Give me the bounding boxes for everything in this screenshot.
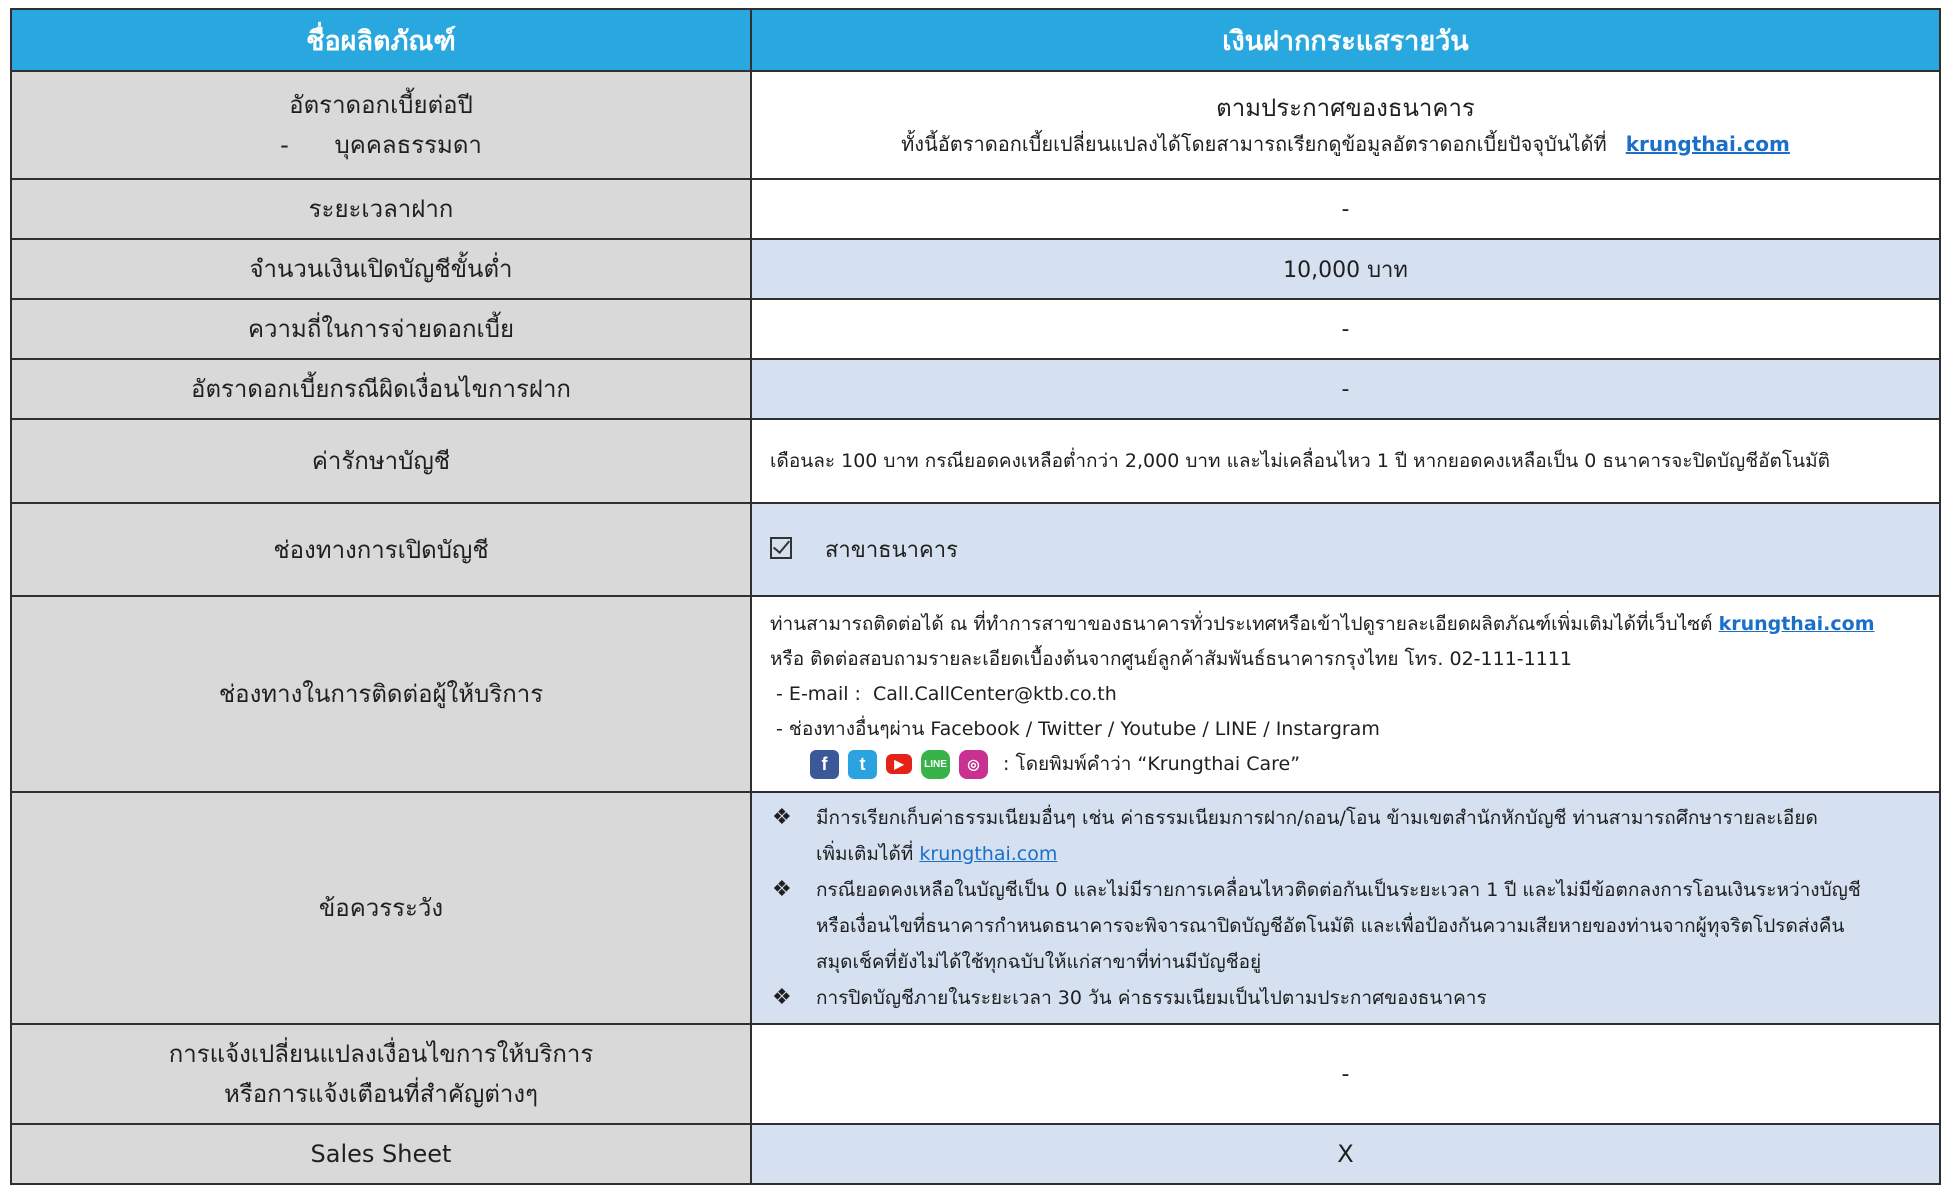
notice-label-line1: การแจ้งเปลี่ยนแปลงเงื่อนไขการให้บริการ	[168, 1040, 594, 1068]
table-header-row	[11, 9, 1940, 71]
maintenance-value: เดือนละ 100 บาท กรณียอดคงเหลือต่ำกว่า 2,000 บาท และไม่เคลื่อนไหว 1 ปี หากยอดคงเหลือเป็น 0 ธนาคารจะปิดบัญชีอัตโนมัติ	[751, 419, 1940, 503]
pay-freq-label: ความถี่ในการจ่ายดอกเบี้ย	[11, 299, 751, 359]
header-product-value: เงินฝากกระแสรายวัน	[751, 9, 1940, 71]
list-item	[764, 872, 1929, 980]
list-item	[764, 800, 1929, 872]
contact-email: - E-mail : Call.CallCenter@ktb.co.th	[770, 682, 1117, 705]
facebook-icon[interactable]: f	[810, 750, 839, 779]
header-product-name: ชื่อผลิตภัณฑ์	[11, 9, 751, 71]
table-row-breach-rate	[11, 359, 1940, 419]
breach-rate-value: -	[751, 359, 1940, 419]
interest-value	[751, 71, 1940, 179]
bullet-icon: ❖	[772, 805, 792, 830]
contact-line2: หรือ ติดต่อสอบถามรายละเอียดเบื้องต้นจากศูนย์ลูกค้าสัมพันธ์ธนาคารกรุงไทย โทร. 02-111-1111	[770, 647, 1573, 670]
contact-social-icons	[770, 747, 1925, 782]
table-row-term	[11, 179, 1940, 239]
table-row-sales-sheet	[11, 1124, 1940, 1184]
sales-sheet-label: Sales Sheet	[11, 1124, 751, 1184]
contact-care-keyword: : โดยพิมพ์คำว่า “Krungthai Care”	[1003, 752, 1301, 775]
contact-value	[751, 596, 1940, 792]
product-info-table	[10, 8, 1941, 1185]
contact-line1	[770, 607, 1925, 642]
sales-sheet-value: X	[751, 1124, 1940, 1184]
caution-item2-line3: สมุดเช็คที่ยังไม่ได้ใช้ทุกฉบับให้แก่สาขาที่ท่านมีบัญชีอยู่	[816, 951, 1262, 973]
caution-item1-line1: มีการเรียกเก็บค่าธรรมเนียมอื่นๆ เช่น ค่าธรรมเนียมการฝาก/ถอน/โอน ข้ามเขตสำนักหักบัญชี ท่านสามารถศึกษารายละเอียด	[816, 807, 1818, 829]
min-open-label: จำนวนเงินเปิดบัญชีขั้นต่ำ	[11, 239, 751, 299]
maintenance-label: ค่ารักษาบัญชี	[11, 419, 751, 503]
table-row-channels-open	[11, 503, 1940, 596]
interest-label	[11, 71, 751, 179]
caution-item3: การปิดบัญชีภายในระยะเวลา 30 วัน ค่าธรรมเนียมเป็นไปตามประกาศของธนาคาร	[816, 987, 1487, 1009]
interest-value-line2-wrap	[752, 127, 1939, 161]
bullet-icon: ❖	[772, 985, 792, 1010]
twitter-icon[interactable]: t	[848, 750, 877, 779]
caution-item1-line2	[816, 836, 1929, 872]
checkbox-checked-icon	[770, 537, 792, 559]
caution-list	[764, 800, 1929, 1016]
caution-item2-line2: หรือเงื่อนไขที่ธนาคารกำหนดธนาคารจะพิจารณาปิดบัญชีอัตโนมัติ และเพื่อป้องกันความเสียหายของท่านจากผู้ทุจริตโปรดส่งคืน	[816, 915, 1845, 937]
table-row-contact	[11, 596, 1940, 792]
table-row-interest	[11, 71, 1940, 179]
breach-rate-label: อัตราดอกเบี้ยกรณีผิดเงื่อนไขการฝาก	[11, 359, 751, 419]
youtube-icon[interactable]: ▶	[886, 754, 912, 774]
table-row-pay-freq	[11, 299, 1940, 359]
notice-label-line2: หรือการแจ้งเตือนที่สำคัญต่างๆ	[223, 1080, 538, 1108]
interest-krungthai-link[interactable]: krungthai.com	[1625, 132, 1790, 156]
channels-open-option: สาขาธนาคาร	[825, 538, 958, 563]
channels-open-value	[751, 503, 1940, 596]
caution-value	[751, 792, 1940, 1024]
notice-label	[11, 1024, 751, 1124]
min-open-value: 10,000 บาท	[751, 239, 1940, 299]
table-row-maintenance	[11, 419, 1940, 503]
contact-krungthai-link[interactable]: krungthai.com	[1718, 612, 1875, 635]
interest-label-line2: - บุคคลธรรมดา	[280, 131, 482, 159]
interest-value-line1: ตามประกาศของธนาคาร	[1216, 94, 1475, 122]
bullet-icon: ❖	[772, 877, 792, 902]
term-label: ระยะเวลาฝาก	[11, 179, 751, 239]
table-row-min-open	[11, 239, 1940, 299]
term-value: -	[751, 179, 1940, 239]
caution-krungthai-link[interactable]: krungthai.com	[919, 843, 1058, 865]
interest-value-line2: ทั้งนี้อัตราดอกเบี้ยเปลี่ยนแปลงได้โดยสามารถเรียกดูข้อมูลอัตราดอกเบี้ยปัจจุบันได้ที่	[901, 132, 1607, 156]
contact-social-list: - ช่องทางอื่นๆผ่าน Facebook / Twitter / Youtube / LINE / Instargram	[770, 717, 1380, 740]
interest-label-line1: อัตราดอกเบี้ยต่อปี	[289, 91, 473, 119]
channels-open-label: ช่องทางการเปิดบัญชี	[11, 503, 751, 596]
list-item	[764, 980, 1929, 1016]
caution-label: ข้อควรระวัง	[11, 792, 751, 1024]
table-row-notice	[11, 1024, 1940, 1124]
contact-line1-text: ท่านสามารถติดต่อได้ ณ ที่ทำการสาขาของธนาคารทั่วประเทศหรือเข้าไปดูรายละเอียดผลิตภัณฑ์เพิ่มเติมได้ที่เว็บไซต์	[770, 612, 1713, 635]
caution-item2-line1: กรณียอดคงเหลือในบัญชีเป็น 0 และไม่มีรายการเคลื่อนไหวติดต่อกันเป็นระยะเวลา 1 ปี และไม่มีข้อตกลงการโอนเงินระหว่างบัญชี	[816, 879, 1861, 901]
pay-freq-value: -	[751, 299, 1940, 359]
notice-value: -	[751, 1024, 1940, 1124]
instagram-icon[interactable]: ◎	[959, 750, 988, 779]
table-row-caution	[11, 792, 1940, 1024]
caution-item1-line2-text: เพิ่มเติมได้ที่	[816, 843, 914, 865]
line-icon[interactable]: LINE	[921, 750, 950, 779]
contact-label: ช่องทางในการติดต่อผู้ให้บริการ	[11, 596, 751, 792]
